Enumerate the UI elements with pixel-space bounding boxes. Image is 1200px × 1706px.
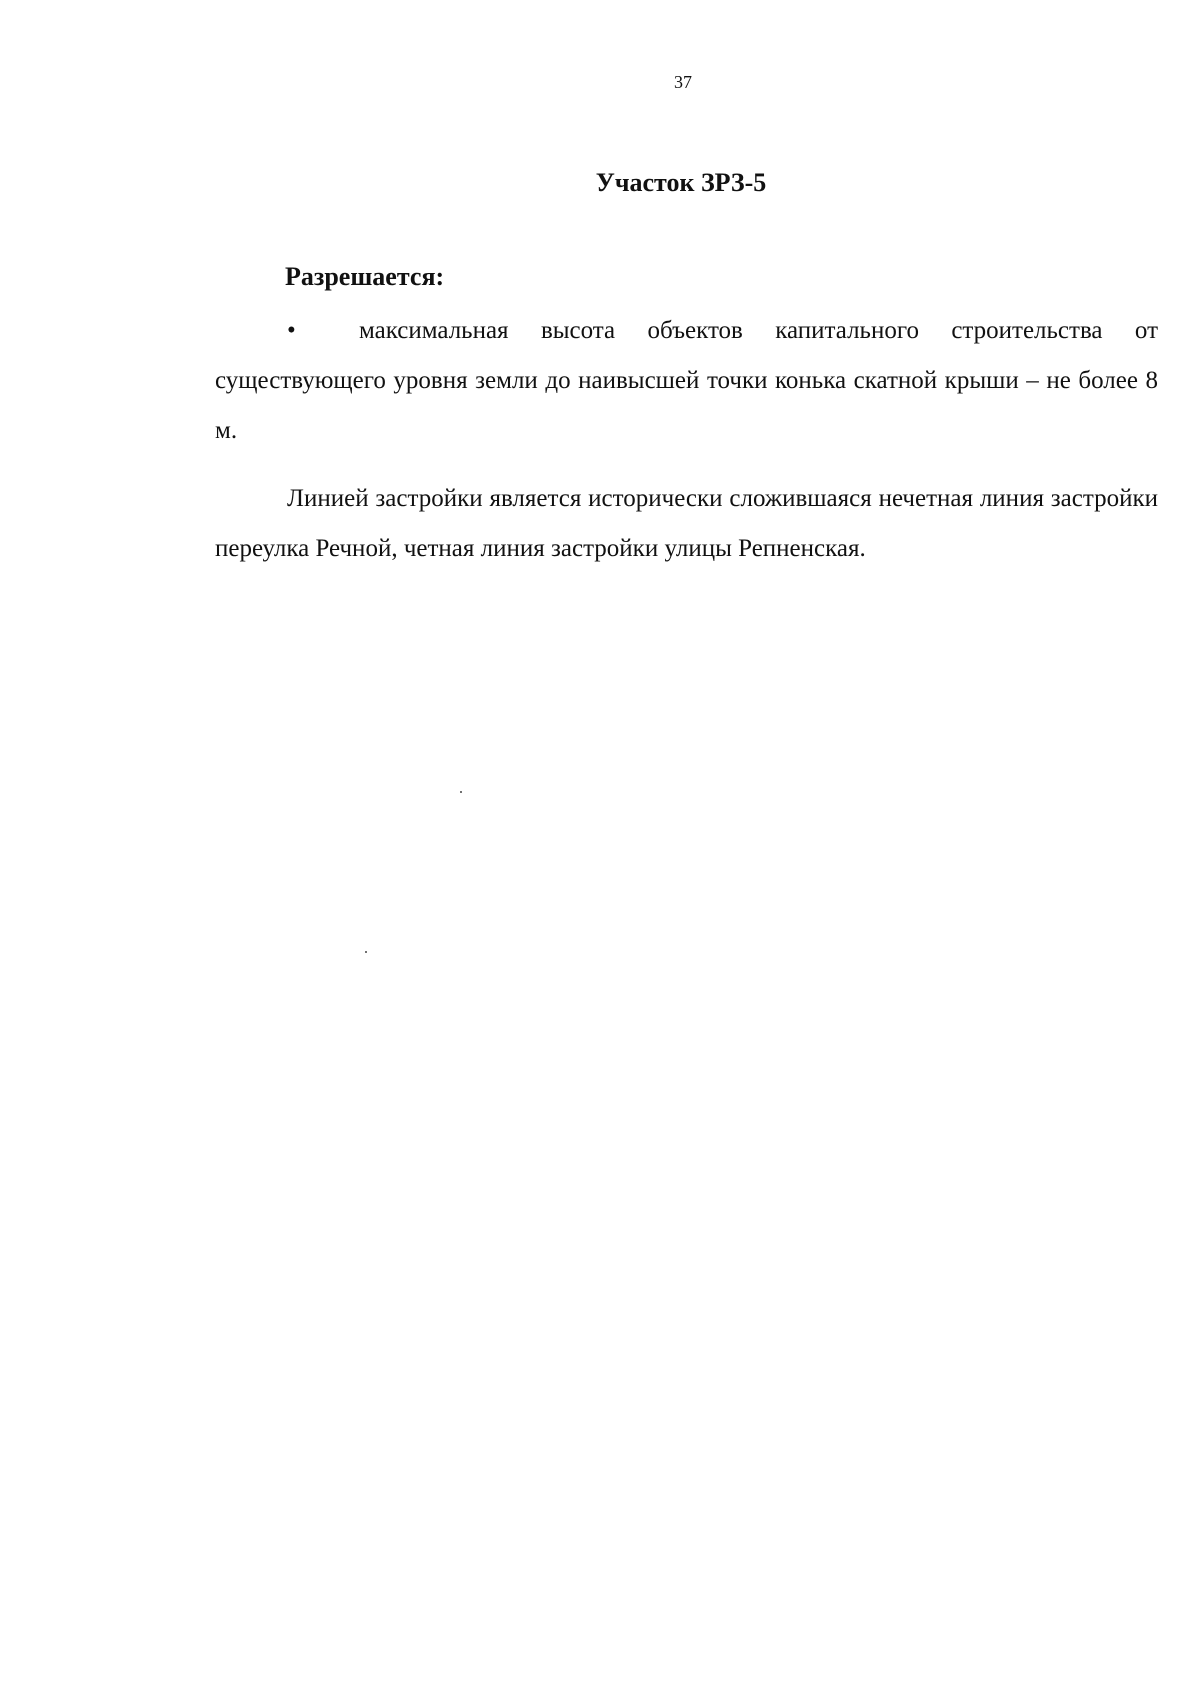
- bullet-item-max-height: [215, 306, 1158, 456]
- scan-speck: [460, 791, 462, 793]
- section-title: Участок ЗРЗ-5: [595, 168, 767, 197]
- allowed-heading: Разрешается:: [285, 262, 445, 291]
- page-number: 37: [674, 72, 692, 92]
- building-line-paragraph: Линией застройки является исторически сложившаяся нечетная линия застройки переулка Речной, четная линия застройки улицы Репненская.: [215, 485, 1158, 562]
- scan-speck: [365, 951, 367, 953]
- bullet-marker: •: [287, 317, 296, 344]
- bullet-item-text: максимальная высота объектов капитального строительства от существующего уровня земли до наивысшей точки конька скатной крыши – не более 8 м.: [215, 317, 1158, 444]
